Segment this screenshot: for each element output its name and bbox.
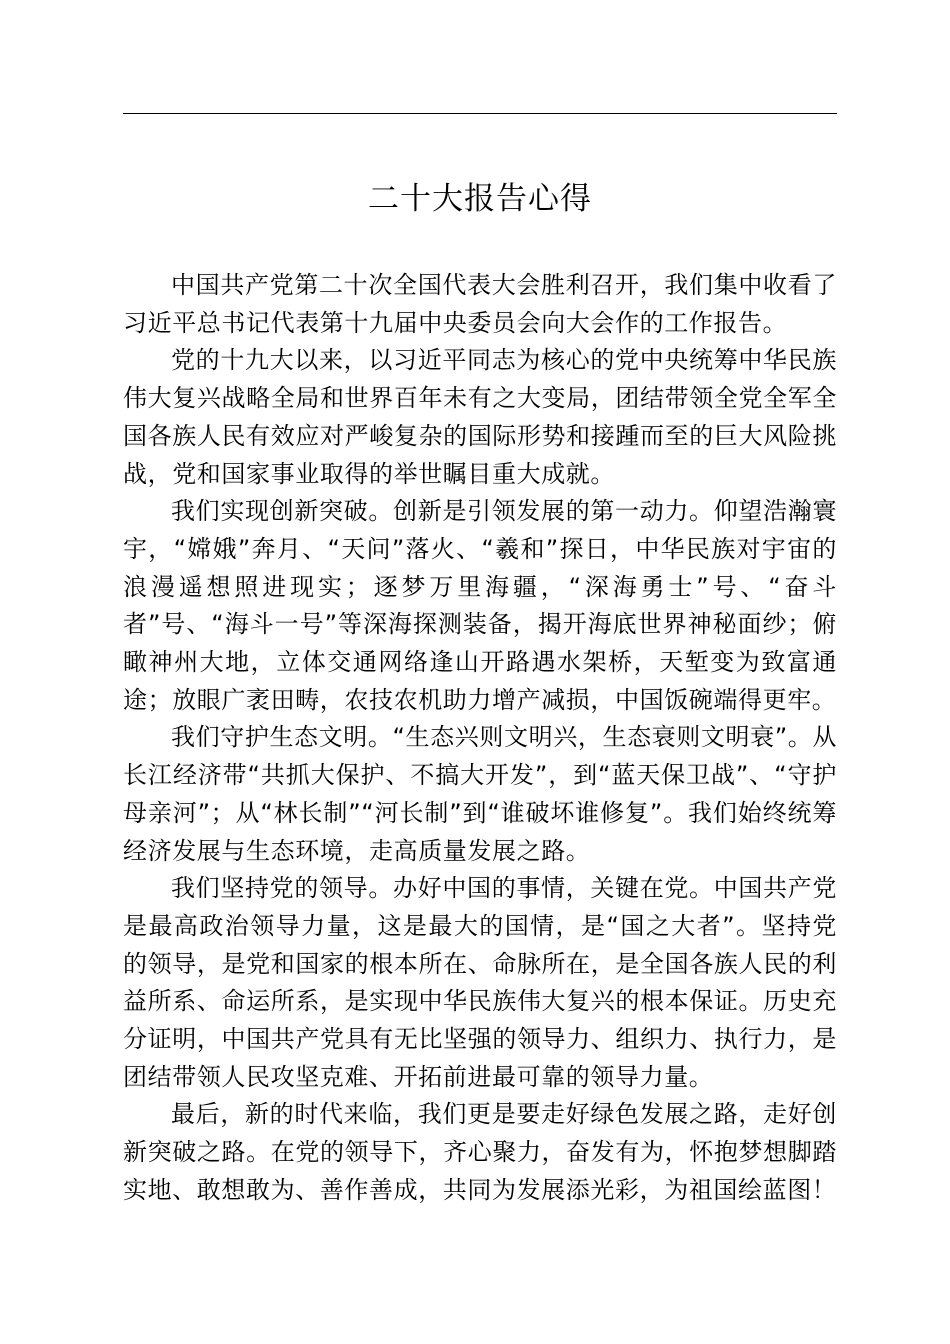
paragraph-ecology: 我们守护生态文明。“生态兴则文明兴，生态衰则文明衰”。从长江经济带“共抓大保护、不搞大开发”，到“蓝天保卫战”、“守护母亲河”；从“林长制”“河长制”到“谁破坏谁修复”。我们始终统筹经济发展与生态环境，走高质量发展之路。 (123, 723, 837, 865)
paragraph-innovation: 我们实现创新突破。创新是引领发展的第一动力。仰望浩瀚寰宇，“嫦娥”奔月、“天问”落火、“羲和”探日，中华民族对宇宙的浪漫遥想照进现实；逐梦万里海疆，“深海勇士”号、“奋斗者”号、“海斗一号”等深海探测装备，揭开海底世界神秘面纱；俯瞰神州大地，立体交通网络逢山开路遇水架桥，天堑变为致富通途；放眼广袤田畴，农技农机助力增产减损，中国饭碗端得更牢。 (123, 497, 837, 714)
paragraph-achievements: 党的十九大以来，以习近平同志为核心的党中央统筹中华民族伟大复兴战略全局和世界百年未有之大变局，团结带领全党全军全国各族人民有效应对严峻复杂的国际形势和接踵而至的巨大风险挑战，党和国家事业取得的举世瞩目重大成就。 (123, 346, 837, 488)
header-rule (123, 113, 837, 114)
paragraph-conclusion: 最后，新的时代来临，我们更是要走好绿色发展之路，走好创新突破之路。在党的领导下，齐心聚力，奋发有为，怀抱梦想脚踏实地、敢想敢为、善作善成，共同为发展添光彩，为祖国绘蓝图！ (123, 1100, 837, 1204)
document-title: 二十大报告心得 (368, 181, 592, 217)
document-body (123, 267, 837, 1210)
paragraph-intro: 中国共产党第二十次全国代表大会胜利召开，我们集中收看了习近平总书记代表第十九届中央委员会向大会作的工作报告。 (123, 271, 837, 337)
paragraph-party-leadership: 我们坚持党的领导。办好中国的事情，关键在党。中国共产党是最高政治领导力量，这是最大的国情，是“国之大者”。坚持党的领导，是党和国家的根本所在、命脉所在，是全国各族人民的利益所系、命运所系，是实现中华民族伟大复兴的根本保证。历史充分证明，中国共产党具有无比坚强的领导力、组织力、执行力，是团结带领人民攻坚克难、开拓前进最可靠的领导力量。 (123, 874, 837, 1091)
